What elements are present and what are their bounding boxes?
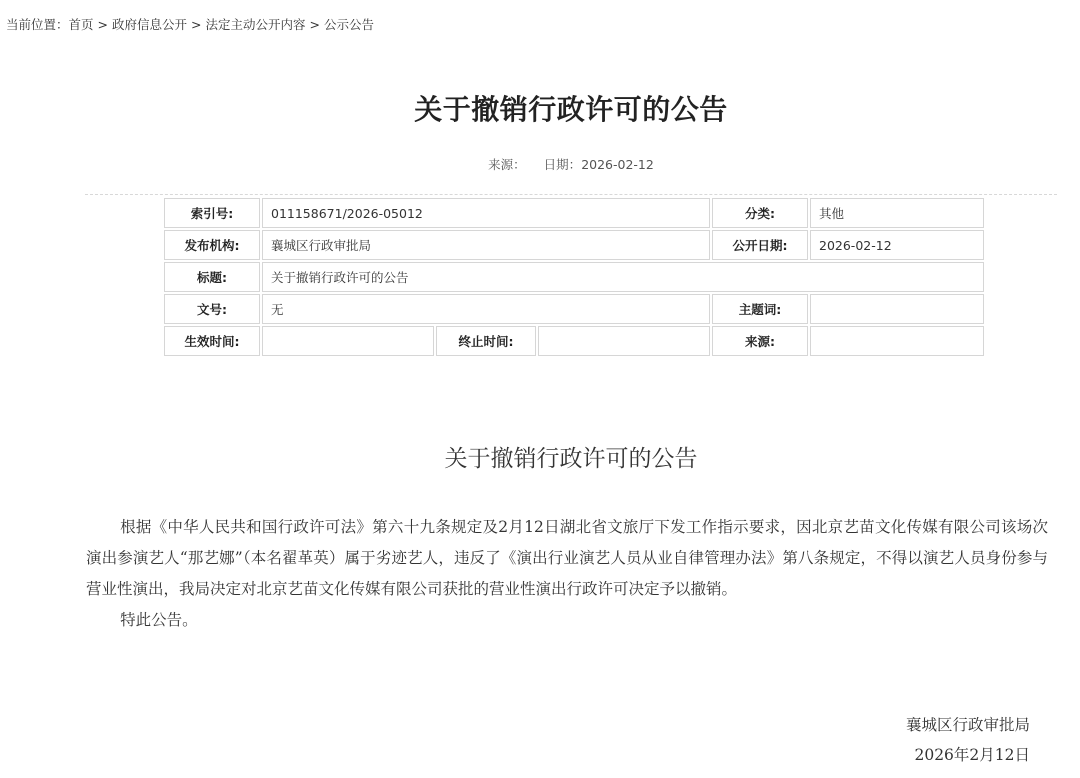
publisher-value: 襄城区行政审批局 — [262, 230, 710, 260]
effective-value — [262, 326, 434, 356]
table-row — [164, 294, 984, 324]
publisher-label: 发布机构: — [164, 230, 260, 260]
date-value: 2026-02-12 — [581, 157, 654, 172]
signature-org: 襄城区行政审批局 — [905, 716, 1030, 734]
signature-block — [906, 710, 1030, 770]
doc-no-label: 文号: — [164, 294, 260, 324]
source-label: 来源： — [488, 157, 526, 172]
table-source-value — [810, 326, 984, 356]
body-paragraph: 根据《中华人民共和国行政许可法》第六十九条规定及2月12日湖北省文旅厅下发工作指示要求，因北京艺苗文化传媒有限公司该场次演出参演艺人“那艺娜”（本名翟革英）属于劣迹艺人，违反了《演出行业演艺人员从业自律管理办法》第八条规定，不得以演艺人员身份参与营业性演出，我局决定对北京艺苗文化传媒有限公司获批的营业性演出行政许可决定予以撤销。 — [86, 518, 1048, 598]
keywords-value — [810, 294, 984, 324]
table-row — [164, 198, 984, 228]
breadcrumb-announcements-link[interactable]: 公示公告 — [324, 17, 375, 32]
breadcrumb-home-link[interactable]: 首页 — [68, 17, 94, 32]
effective-label: 生效时间: — [164, 326, 260, 356]
table-row — [164, 262, 984, 292]
table-row — [164, 230, 984, 260]
date-label: 日期： — [543, 157, 582, 172]
keywords-label: 主题词: — [712, 294, 808, 324]
expiry-value — [538, 326, 710, 356]
doc-no-value: 无 — [262, 294, 710, 324]
publish-date-label: 公开日期: — [712, 230, 808, 260]
index-label: 索引号: — [164, 198, 260, 228]
table-row — [164, 326, 984, 356]
article-meta — [0, 155, 1080, 173]
breadcrumb — [6, 15, 374, 33]
table-source-label: 来源: — [712, 326, 808, 356]
breadcrumb-statutory-link[interactable]: 法定主动公开内容 — [205, 17, 306, 32]
breadcrumb-separator: > — [309, 17, 321, 32]
publish-date-value: 2026-02-12 — [810, 230, 984, 260]
category-label: 分类: — [712, 198, 808, 228]
index-value: 011158671/2026-05012 — [262, 198, 710, 228]
breadcrumb-prefix: 当前位置： — [6, 17, 69, 32]
expiry-label: 终止时间: — [436, 326, 536, 356]
document-heading: 关于撤销行政许可的公告 — [444, 446, 698, 472]
body-paragraph: 特此公告。 — [120, 611, 198, 629]
breadcrumb-separator: > — [191, 17, 202, 32]
page-title: 关于撤销行政许可的公告 — [414, 93, 728, 126]
breadcrumb-separator: > — [97, 17, 109, 32]
title-value: 关于撤销行政许可的公告 — [262, 262, 984, 292]
breadcrumb-gov-info-link[interactable]: 政府信息公开 — [112, 17, 188, 32]
category-value: 其他 — [810, 198, 984, 228]
title-label: 标题: — [164, 262, 260, 292]
info-table — [162, 196, 986, 358]
document-body — [86, 512, 1048, 636]
signature-date: 2026年2月12日 — [914, 746, 1030, 764]
divider — [85, 194, 1057, 195]
